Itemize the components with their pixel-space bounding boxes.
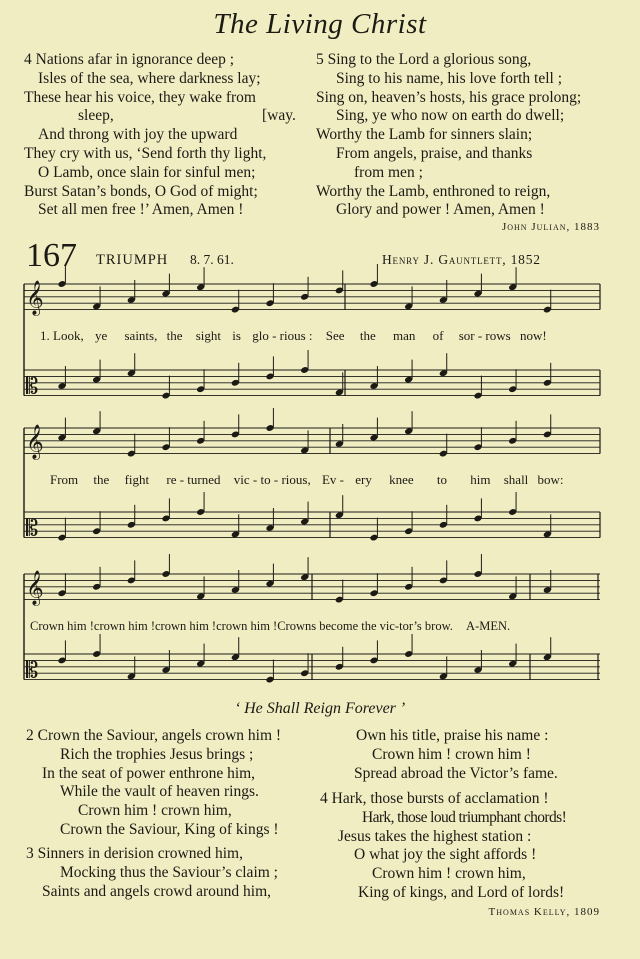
verse-line: Crown the Saviour, King of kings ! xyxy=(60,820,279,838)
lyrics-line-3 xyxy=(30,619,510,634)
verse-line: Worthy the Lamb for sinners slain; xyxy=(316,126,533,144)
lyric-syllable: of xyxy=(432,328,444,343)
verse-line: Set all men free !’ Amen, Amen ! xyxy=(38,201,244,219)
verse-line: While the vault of heaven rings. xyxy=(60,783,259,801)
verse-line: And throng with joy the upward xyxy=(38,126,238,144)
lyric-syllable: From xyxy=(50,472,79,487)
lyric-syllable: man xyxy=(392,328,416,343)
verse-line: Crown him ! crown him, xyxy=(78,802,232,820)
stanza-number: 5 xyxy=(316,51,324,68)
verse-line: from men ; xyxy=(354,163,423,181)
verse-line: Isles of the sea, where darkness lay; xyxy=(38,69,261,87)
page-title: The Living Christ xyxy=(213,8,427,40)
lyric-syllable: the xyxy=(93,472,110,487)
verse-line: Nations afar in ignorance deep ; xyxy=(35,51,235,68)
verse-line: Sing to his name, his love forth tell ; xyxy=(336,69,563,87)
verse-line: Glory and power ! Amen, Amen ! xyxy=(336,201,545,219)
lyric-syllable: saints, xyxy=(124,328,158,343)
tenor-clef-icon: 𝄡 xyxy=(26,516,39,542)
lyric-syllable: become xyxy=(319,619,359,633)
verse-line: Worthy the Lamb, enthroned to reign, xyxy=(316,182,551,200)
lyric-syllable: 1. Look, xyxy=(40,328,84,343)
treble-clef-icon: 𝄞 xyxy=(26,570,44,606)
lyric-syllable: bow: xyxy=(537,472,564,487)
lyric-syllable: A- xyxy=(466,619,480,633)
lyric-syllable: the xyxy=(361,619,377,633)
lyric-syllable: now! xyxy=(519,328,547,343)
lyric-syllable: Crown him ! xyxy=(30,619,94,633)
verse-line: Rich the trophies Jesus brings ; xyxy=(60,745,254,763)
lyric-syllable: fight xyxy=(124,472,150,487)
tune-meter: 8. 7. 61. xyxy=(190,252,234,267)
lyric-syllable: to - xyxy=(260,472,279,487)
composer-credit: Henry J. Gauntlett, 1852 xyxy=(382,252,541,267)
lyric-syllable: him xyxy=(470,472,491,487)
lyric-syllable: Crowns xyxy=(277,619,317,633)
lyrics-line-2 xyxy=(50,472,564,488)
lyric-syllable: sor - xyxy=(458,328,483,343)
verse-line: They cry with us, ‘Send forth thy light, xyxy=(24,144,267,162)
stanza-number: 4 xyxy=(24,51,32,68)
lyric-syllable: the xyxy=(166,328,183,343)
stanza-number: 2 xyxy=(26,727,34,744)
treble-clef-icon: 𝄞 xyxy=(26,280,44,316)
lyric-syllable: vic - xyxy=(233,472,258,487)
lyric-syllable: ery xyxy=(355,472,372,487)
author-credit: John Julian, 1883 xyxy=(501,221,600,233)
stanza-3-continued xyxy=(330,727,620,783)
section-title: ‘ He Shall Reign Forever ’ xyxy=(234,700,406,717)
verse-line: Own his title, praise his name : xyxy=(356,727,549,744)
verse-line: O what joy the sight affords ! xyxy=(354,846,537,864)
lyric-syllable: crown him ! xyxy=(155,619,217,633)
verse-line: Hark, those loud triumphant chords! xyxy=(362,808,567,826)
verse-line: King of kings, and Lord of lords! xyxy=(358,883,565,901)
lyric-syllable: MEN. xyxy=(479,619,511,633)
stanza-4 xyxy=(320,790,620,903)
stanza-3 xyxy=(26,845,326,901)
verse-line: In the seat of power enthrone him, xyxy=(42,764,256,782)
lyric-syllable: crown him ! xyxy=(216,619,278,633)
lyric-syllable: to xyxy=(436,472,447,487)
stanza-number: 3 xyxy=(26,845,34,862)
lyric-syllable: sight xyxy=(195,328,222,343)
lyric-syllable: crown him ! xyxy=(93,619,155,633)
lyric-syllable: tor’s xyxy=(399,619,422,633)
lyric-syllable: brow. xyxy=(424,619,453,633)
verse-line: Sinners in derision crowned him, xyxy=(37,845,243,862)
stanza-2 xyxy=(26,727,326,840)
lyric-syllable: shall xyxy=(503,472,529,487)
verse-line: Saints and angels crowd around him, xyxy=(42,882,272,900)
verse-line: Sing on, heaven’s hosts, his grace prolong; xyxy=(316,88,582,106)
lyric-syllable: ye xyxy=(94,328,108,343)
lyrics-line-1 xyxy=(40,328,547,344)
tenor-clef-icon: 𝄡 xyxy=(26,658,39,684)
lyric-syllable: is xyxy=(232,328,241,343)
verse-line: Sing, ye who now on earth do dwell; xyxy=(336,107,565,125)
lyric-syllable: the xyxy=(359,328,376,343)
verse-line: From angels, praise, and thanks xyxy=(336,144,533,162)
verse-line: These hear his voice, they wake from xyxy=(24,88,256,106)
lyric-syllable: glo - xyxy=(252,328,277,343)
verse-line: Jesus takes the highest station : xyxy=(338,827,532,845)
author-credit: Thomas Kelly, 1809 xyxy=(488,906,600,918)
lyric-syllable: rows xyxy=(485,328,511,343)
verse-line: Burst Satan’s bonds, O God of might; xyxy=(24,182,258,200)
verse-line: Sing to the Lord a glorious song, xyxy=(327,51,532,68)
verse-line: Spread abroad the Victor’s fame. xyxy=(354,764,558,782)
verse-line: Crown him ! crown him, xyxy=(372,865,526,883)
lyric-syllable: rious, xyxy=(281,472,311,487)
lyric-syllable: Ev - xyxy=(321,472,344,487)
lyric-syllable: See xyxy=(325,328,345,343)
treble-clef-icon: 𝄞 xyxy=(26,424,44,460)
verse-line: Mocking thus the Saviour’s claim ; xyxy=(60,863,278,881)
stanza-number: 4 xyxy=(320,790,328,807)
verse-line: Hark, those bursts of acclamation ! xyxy=(331,790,549,807)
lyric-syllable: vic- xyxy=(379,619,400,633)
verse-line: [way. xyxy=(262,107,296,125)
verse-line: O Lamb, once slain for sinful men; xyxy=(38,163,256,181)
tune-name: TRIUMPH xyxy=(96,252,169,268)
lyric-syllable: rious : xyxy=(279,328,313,343)
verse-line: Crown the Saviour, angels crown him ! xyxy=(37,727,282,744)
lyric-syllable: knee xyxy=(389,472,414,487)
hymn-number: 167 xyxy=(26,237,77,274)
verse-line: Crown him ! crown him ! xyxy=(372,745,531,763)
tenor-clef-icon: 𝄡 xyxy=(26,374,39,400)
lyric-syllable: re - turned xyxy=(166,472,221,487)
verse-line: sleep, xyxy=(78,107,114,125)
